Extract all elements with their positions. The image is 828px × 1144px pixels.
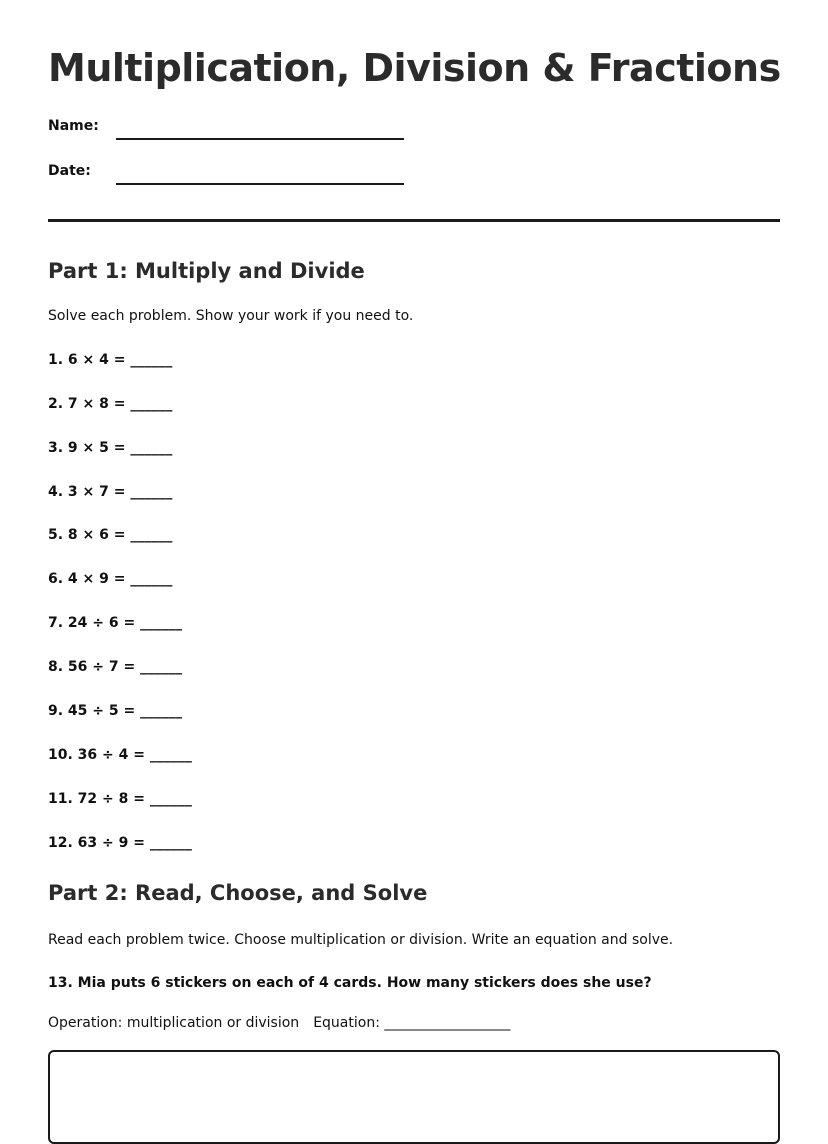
operation-equation-row: [48, 1015, 510, 1031]
name-label: Name:: [48, 118, 99, 134]
name-field-row: [48, 116, 408, 146]
part2-instructions: Read each problem twice. Choose multiplication or division. Write an equation and solve.: [48, 932, 674, 948]
date-label: Date:: [48, 163, 91, 179]
operation-text: Operation: multiplication or division: [48, 1015, 300, 1031]
problem-11: 11. 72 ÷ 8 = ______: [48, 791, 192, 807]
problem-2: 2. 7 × 8 = ______: [48, 396, 173, 412]
part1-instructions: Solve each problem. Show your work if you need to.: [48, 308, 414, 324]
problem-1: 1. 6 × 4 = ______: [48, 352, 173, 368]
problem-12: 12. 63 ÷ 9 = ______: [48, 835, 192, 851]
part1-heading: Part 1: Multiply and Divide: [48, 259, 365, 283]
equation-text: Equation: __________________: [313, 1015, 511, 1031]
header-divider: [48, 219, 780, 222]
part2-heading: Part 2: Read, Choose, and Solve: [48, 881, 428, 905]
name-input-line[interactable]: [116, 138, 404, 140]
problem-9: 9. 45 ÷ 5 = ______: [48, 703, 183, 719]
worksheet-title: Multiplication, Division & Fractions: [48, 46, 781, 90]
date-input-line[interactable]: [116, 183, 404, 185]
problem-13: 13. Mia puts 6 stickers on each of 4 cards. How many stickers does she use?: [48, 975, 652, 991]
problem-6: 6. 4 × 9 = ______: [48, 571, 173, 587]
date-field-row: [48, 161, 408, 191]
problem-4: 4. 3 × 7 = ______: [48, 484, 173, 500]
problem-3: 3. 9 × 5 = ______: [48, 440, 173, 456]
problem-5: 5. 8 × 6 = ______: [48, 527, 173, 543]
problem-10: 10. 36 ÷ 4 = ______: [48, 747, 192, 763]
problem-7: 7. 24 ÷ 6 = ______: [48, 615, 183, 631]
work-answer-box[interactable]: [48, 1050, 780, 1144]
problem-8: 8. 56 ÷ 7 = ______: [48, 659, 183, 675]
